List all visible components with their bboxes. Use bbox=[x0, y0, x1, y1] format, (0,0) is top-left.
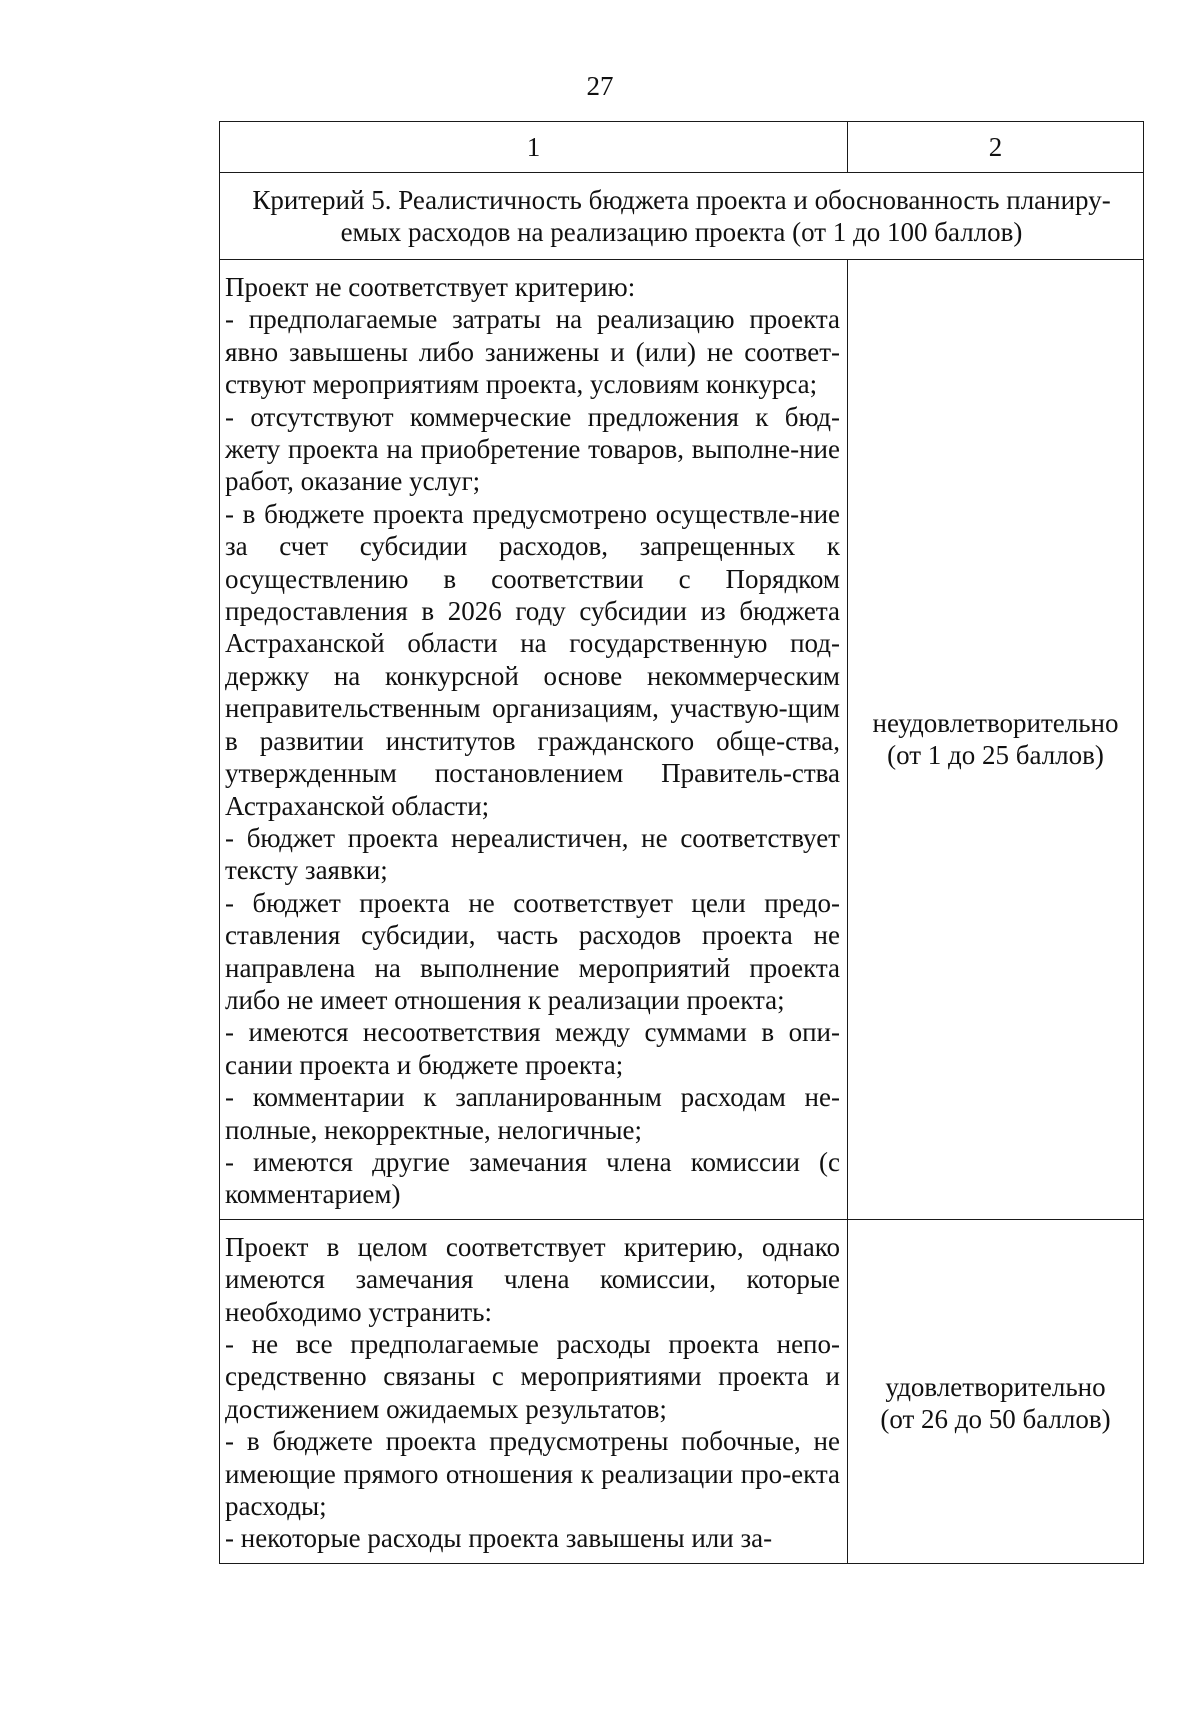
table-row bbox=[220, 1219, 1144, 1563]
description-text: - бюджет проекта нереалистичен, не соответствует тексту заявки; bbox=[225, 822, 840, 886]
column-header-2: 2 bbox=[848, 122, 1144, 173]
criterion-row bbox=[220, 173, 1144, 260]
description-cell bbox=[220, 1219, 848, 1563]
rating-label: удовлетворительно bbox=[885, 1371, 1106, 1402]
criteria-table bbox=[219, 121, 1144, 1564]
description-text: - имеются несоответствия между суммами в опи-сании проекта и бюджете проекта; bbox=[225, 1017, 840, 1080]
description-text: Проект не соответствует критерию: bbox=[225, 272, 636, 302]
description-text: Проект в целом соответствует критерию, однако имеются замечания члена комиссии, которые необходимо устранить: bbox=[225, 1231, 840, 1327]
description-text: - предполагаемые затраты на реализацию проекта явно завышены либо занижены и (или) не соответ-ствуют мероприятиям проекта, условиям конкурса; bbox=[225, 304, 840, 400]
description-text: - имеются другие замечания члена комиссии (с комментарием) bbox=[225, 1146, 840, 1210]
description-text: - отсутствуют коммерческие предложения к бюд-жету проекта на приобретение товаров, выполне-ние работ, оказание услуг; bbox=[225, 401, 840, 497]
page-number: 27 bbox=[586, 71, 614, 101]
description-cell bbox=[220, 260, 848, 1220]
description-text: - не все предполагаемые расходы проекта непо-средственно связаны с мероприятиями проекта и достижением ожидаемых результатов; bbox=[225, 1329, 840, 1424]
rating-label: неудовлетворительно bbox=[872, 707, 1119, 738]
description-text: - некоторые расходы проекта завышены или за- bbox=[225, 1523, 773, 1554]
rating-cell bbox=[848, 1219, 1144, 1563]
header-row bbox=[220, 122, 1144, 173]
rating-range: (от 26 до 50 баллов) bbox=[880, 1404, 1111, 1435]
description-text: - в бюджете проекта предусмотрено осуществле-ние за счет субсидии расходов, запрещенных к осуществлению в соответствии с Порядком предоставления в 2026 году субсидии из бюджета Астраханской области на государственную под-держку на конкурсной основе некоммерческим неправительственным организациям, участвую-щим в развитии институтов гражданского обще-ства, утвержденным постановлением Правитель-ства Астраханской области; bbox=[225, 498, 840, 821]
description-text: - в бюджете проекта предусмотрены побочные, не имеющие прямого отношения к реализации про-екта расходы; bbox=[225, 1426, 840, 1522]
description-text: - бюджет проекта не соответствует цели предо-ставления субсидии, часть расходов проекта не направлена на выполнение мероприятий проекта либо не имеет отношения к реализации проекта; bbox=[225, 887, 840, 1015]
criterion-title: Критерий 5. Реалистичность бюджета проекта и обоснованность планиру-емых расходов на реализацию проекта (от 1 до 100 баллов) bbox=[220, 173, 1144, 260]
description-text: - комментарии к запланированным расходам не-полные, некорректные, нелогичные; bbox=[225, 1082, 840, 1145]
table-row bbox=[220, 260, 1144, 1220]
column-header-1: 1 bbox=[220, 122, 848, 173]
rating-range: (от 1 до 25 баллов) bbox=[887, 740, 1104, 771]
rating-cell bbox=[848, 260, 1144, 1220]
